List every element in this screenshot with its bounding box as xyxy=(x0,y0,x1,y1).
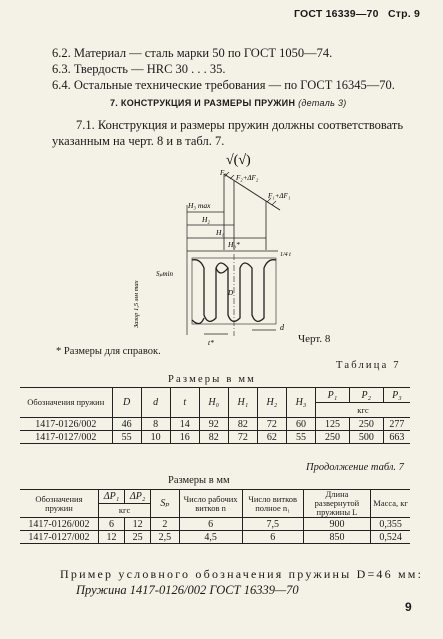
label-t: t* xyxy=(208,338,214,347)
spring-drawing xyxy=(130,150,320,350)
cont-cell: 6 xyxy=(98,518,124,531)
table7-header-d: d xyxy=(141,388,170,418)
continuation-units: Размеры в мм xyxy=(168,475,230,486)
table7-cell: 250 xyxy=(315,431,349,444)
cont-cell: 4,5 xyxy=(179,531,242,544)
example-line2: Пружина 1417-0126/002 ГОСТ 16339—70 xyxy=(76,583,299,597)
label-h3: H₃ max xyxy=(188,201,211,210)
section-subtitle: (деталь 3) xyxy=(298,98,347,108)
table7-unit-kgs: кгс xyxy=(315,403,410,418)
table7-cell: 55 xyxy=(112,431,141,444)
cont-cell: 2,5 xyxy=(151,531,179,544)
cont-cell: 12 xyxy=(125,518,151,531)
table7-cell: 1417-0127/002 xyxy=(20,431,112,444)
table-row xyxy=(20,418,410,431)
label-h1: H₁ xyxy=(216,228,225,237)
paragraph-7-1-line1: 7.1. Конструкция и размеры пружин должны соответствовать xyxy=(76,118,404,132)
label-d: d xyxy=(280,323,284,332)
cont-header-mass: Масса, кг xyxy=(371,490,410,518)
table7-header-H2: H₂ xyxy=(257,388,286,418)
table7-continuation xyxy=(20,489,410,544)
table7-cell: 125 xyxy=(315,418,349,431)
table7-cell: 82 xyxy=(228,418,257,431)
header-standard: ГОСТ 16339—70 xyxy=(294,8,379,20)
table7-label: Таблица 7 xyxy=(336,360,401,371)
label-f2: F₂+ΔF₂ xyxy=(236,174,259,182)
table7-cell: 60 xyxy=(286,418,315,431)
cont-cell: 850 xyxy=(303,531,371,544)
cont-header-dP1: ΔP₁ xyxy=(98,490,124,504)
header-page-label: Стр. 9 xyxy=(387,8,420,20)
table7-header-t: t xyxy=(170,388,199,418)
cont-cell: 0,355 xyxy=(371,518,410,531)
table7-header-H0: H₀ xyxy=(199,388,228,418)
cont-header-dP2: ΔP₂ xyxy=(125,490,151,504)
table7-header-P1: P₁ xyxy=(315,388,349,403)
section-title xyxy=(110,98,347,108)
paragraph-6-2: 6.2. Материал — сталь марки 50 по ГОСТ 1050—74. xyxy=(52,46,333,60)
table7-header-P2: P₂ xyxy=(349,388,383,403)
table7-cell: 72 xyxy=(257,418,286,431)
table7-cell: 8 xyxy=(141,418,170,431)
table-row xyxy=(20,531,410,544)
label-ang: 1/4 t xyxy=(280,252,291,258)
table7-cell: 55 xyxy=(286,431,315,444)
table7-header-H1: H₁ xyxy=(228,388,257,418)
table7-cell: 16 xyxy=(170,431,199,444)
cont-cell: 25 xyxy=(125,531,151,544)
table7-header-P3: P₃ xyxy=(383,388,410,403)
page-number: 9 xyxy=(405,600,412,614)
paragraph-7-1-line2: указанным на черт. 8 и в табл. 7. xyxy=(52,134,225,148)
table7-cell: 46 xyxy=(112,418,141,431)
table7 xyxy=(20,387,410,444)
cont-cell: 7,5 xyxy=(242,518,303,531)
table7-cell: 82 xyxy=(199,431,228,444)
table-row xyxy=(20,431,410,444)
roughness-symbol: √(√) xyxy=(226,153,251,168)
label-f3: F₃ xyxy=(220,169,227,177)
table7-cell: 500 xyxy=(349,431,383,444)
cont-cell: 6 xyxy=(179,518,242,531)
page-header xyxy=(0,8,420,20)
table7-units: Размеры в мм xyxy=(168,374,257,385)
table7-header-H3: H₃ xyxy=(286,388,315,418)
table7-cell: 10 xyxy=(141,431,170,444)
cont-cell: 12 xyxy=(98,531,124,544)
cont-header-n1: Число витков полное n₁ xyxy=(242,490,303,518)
label-side-gap: Зазор 1,5 мм max xyxy=(133,280,140,328)
cont-unit-kgs: кгс xyxy=(98,504,150,518)
table-row xyxy=(20,518,410,531)
cont-cell: 1417-0127/002 xyxy=(20,531,98,544)
footnote: * Размеры для справок. xyxy=(56,346,161,357)
table7-cell: 663 xyxy=(383,431,410,444)
label-h2: H₂ xyxy=(202,215,211,224)
section-title-text: 7. КОНСТРУКЦИЯ И РАЗМЕРЫ ПРУЖИН xyxy=(110,98,296,108)
table7-header-D: D xyxy=(112,388,141,418)
cont-header-designation: Обозначения пружин xyxy=(20,490,98,518)
table7-cell: 62 xyxy=(257,431,286,444)
cont-cell: 6 xyxy=(242,531,303,544)
table7-cell: 14 xyxy=(170,418,199,431)
label-d-big: D xyxy=(228,289,234,297)
table7-cell: 1417-0126/002 xyxy=(20,418,112,431)
cont-header-sp: Sₚ xyxy=(151,490,179,518)
cont-cell: 900 xyxy=(303,518,371,531)
label-s: Sₚmin xyxy=(156,270,173,278)
table7-cell: 92 xyxy=(199,418,228,431)
cont-cell: 0,524 xyxy=(371,531,410,544)
label-f1: F₁+ΔF₁ xyxy=(268,192,291,200)
table7-cell: 250 xyxy=(349,418,383,431)
paragraph-6-4: 6.4. Остальные технические требования — по ГОСТ 16345—70. xyxy=(52,78,395,92)
table7-cell: 277 xyxy=(383,418,410,431)
table7-cell: 72 xyxy=(228,431,257,444)
cont-cell: 2 xyxy=(151,518,179,531)
label-h0: H₀* xyxy=(228,240,240,249)
continuation-label: Продолжение табл. 7 xyxy=(306,462,404,473)
table7-header-designation: Обозначения пружин xyxy=(20,388,112,418)
cont-cell: 1417-0126/002 xyxy=(20,518,98,531)
cont-header-n: Число рабочих витков n xyxy=(179,490,242,518)
cont-header-L: Длина развернутой пружины L xyxy=(303,490,371,518)
example-line1: Пример условного обозначения пружины D=46 мм: xyxy=(60,567,424,581)
paragraph-6-3: 6.3. Твердость — HRC 30 . . . 35. xyxy=(52,62,226,76)
drawing-caption: Черт. 8 xyxy=(298,333,331,345)
